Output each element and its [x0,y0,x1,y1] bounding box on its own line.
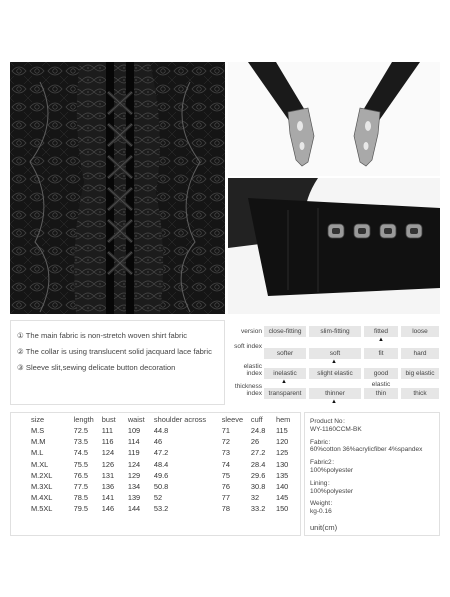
table-cell: 109 [127,426,141,436]
table-cell: 76 [221,482,230,492]
table-cell: 24.8 [250,426,266,436]
thickness-marker-icon: ▲ [331,399,337,405]
soft-label: soft index [234,343,262,350]
table-row [11,470,300,481]
version-row [228,326,440,344]
table-cell: M.3XL [31,482,53,492]
table-cell: 129 [127,470,141,480]
table-cell: 72 [221,437,230,447]
thickness-row [228,383,440,405]
weight-value: kg-0.16 [310,508,332,516]
table-row [11,436,300,447]
thickness-label: thickness index [234,383,262,397]
size-chart-table [10,412,301,536]
thickness-option: thinner [309,388,361,399]
elastic-option: big elastic [401,368,439,379]
table-cell: M.M [31,437,46,447]
table-cell: 27.2 [250,448,266,458]
table-cell: 30.8 [250,482,266,492]
table-cell: 114 [127,437,140,447]
soft-option: soft [309,348,361,359]
table-cell: 146 [101,504,115,514]
table-cell: M.S [31,426,45,436]
version-option: slim-fitting [309,326,361,337]
table-cell: 78 [221,504,230,514]
table-cell: 144 [127,504,141,514]
table-cell: 119 [127,448,140,458]
version-marker-icon: ▲ [378,337,384,343]
elastic-option: good elastic [364,368,398,379]
table-cell: 78.5 [73,493,88,503]
elastic-row [228,363,440,388]
elastic-option: inelastic [264,368,306,379]
table-cell: 26 [250,437,260,447]
elastic-option: slight elastic [309,368,361,379]
feature-list [10,320,225,405]
header-hem: hem [275,414,291,424]
table-cell: 134 [127,482,141,492]
table-cell: 76.5 [73,470,88,480]
table-cell: 135 [275,470,289,480]
version-option: close-fitting [264,326,306,337]
fabric2-label: Fabric2： [310,459,339,467]
table-cell: 72.5 [73,426,88,436]
header-waist: waist [127,414,145,424]
header-cuff: cuff [250,414,263,424]
table-cell: M.L [31,448,44,458]
header-sleeve: sleeve [221,414,244,424]
table-cell: 50.8 [153,482,169,492]
table-row [11,447,300,458]
feature-item: ① The main fabric is non-stretch woven shirt fabric [17,331,187,340]
cuff-buttons-photo [228,178,440,314]
elastic-label: elastic index [243,363,262,377]
table-cell: 139 [127,493,141,503]
table-cell: 32 [250,493,260,503]
fit-index-panel [228,320,440,405]
version-label: version [241,328,262,335]
table-row [11,425,300,436]
product-no-value: WY-1160CCM-BK [310,425,362,433]
table-cell: 75 [221,470,230,480]
header-bust: bust [101,414,116,424]
header-size: size [31,414,45,424]
product-info-box [304,412,440,536]
table-cell: 71 [221,426,230,436]
lining-label: Lining： [310,479,334,487]
table-cell: 52 [153,493,163,503]
weight-label: Weight： [310,500,337,508]
soft-option: hard [401,348,439,359]
table-cell: 29.6 [250,470,266,480]
version-option: fitted [364,326,398,337]
table-cell: 131 [101,470,115,480]
lining-value: 100%polyester [310,487,353,495]
table-cell: 136 [101,482,115,492]
table-cell: 124 [101,448,115,458]
table-cell: 150 [275,504,289,514]
table-cell: 48.4 [153,459,169,469]
table-cell: M.XL [31,459,49,469]
unit-label: unit(cm) [310,523,338,532]
table-cell: M.4XL [31,493,53,503]
table-header-row [11,413,300,425]
table-cell: 74 [221,459,230,469]
thickness-option: thick [401,388,439,399]
table-cell: M.5XL [31,504,53,514]
table-cell: 124 [127,459,141,469]
table-cell: 120 [275,437,289,447]
table-cell: 130 [275,459,289,469]
fabric1-value: 60%cotton 36%acrylicfiber 4%spandex [310,446,423,454]
header-length: length [73,414,94,424]
table-cell: 79.5 [73,504,88,514]
version-option: loose [401,326,439,337]
elastic-marker-icon: ▲ [281,379,287,385]
table-cell: 115 [275,426,288,436]
table-cell: 28.4 [250,459,266,469]
lace-front-photo [10,62,225,314]
table-cell: 141 [101,493,115,503]
fabric2-value: 100%polyester [310,466,353,474]
table-row [11,492,300,503]
table-cell: 53.2 [153,504,169,514]
table-row [11,503,300,514]
soft-row [228,343,440,365]
table-cell: 74.5 [73,448,88,458]
table-cell: 116 [101,437,114,447]
table-cell: 46 [153,437,163,447]
feature-item: ③ Sleeve slit,sewing delicate button decoration [17,363,176,372]
soft-marker-icon: ▲ [331,359,337,365]
feature-item: ② The collar is using translucent solid jacquard lace fabric [17,347,212,356]
table-cell: 33.2 [250,504,266,514]
header-shoulder-across: shoulder across [153,414,207,424]
table-cell: 125 [275,448,289,458]
table-cell: 111 [101,426,113,436]
table-cell: 44.8 [153,426,169,436]
table-cell: 73.5 [73,437,88,447]
table-cell: 145 [275,493,289,503]
thickness-option: thin [364,388,398,399]
fabric1-label: Fabric： [310,438,335,446]
table-cell: 140 [275,482,289,492]
table-cell: 75.5 [73,459,88,469]
table-row [11,481,300,492]
thickness-option: transparent [264,388,306,399]
product-no-label: Product No： [310,418,350,425]
table-cell: M.2XL [31,470,53,480]
table-cell: 47.2 [153,448,169,458]
table-cell: 73 [221,448,230,458]
table-cell: 77 [221,493,230,503]
table-cell: 126 [101,459,115,469]
table-row [11,459,300,470]
soft-option: softer [264,348,306,359]
table-cell: 77.5 [73,482,88,492]
soft-option: fit [364,348,398,359]
table-cell: 49.6 [153,470,169,480]
collar-tips-photo [228,62,440,176]
